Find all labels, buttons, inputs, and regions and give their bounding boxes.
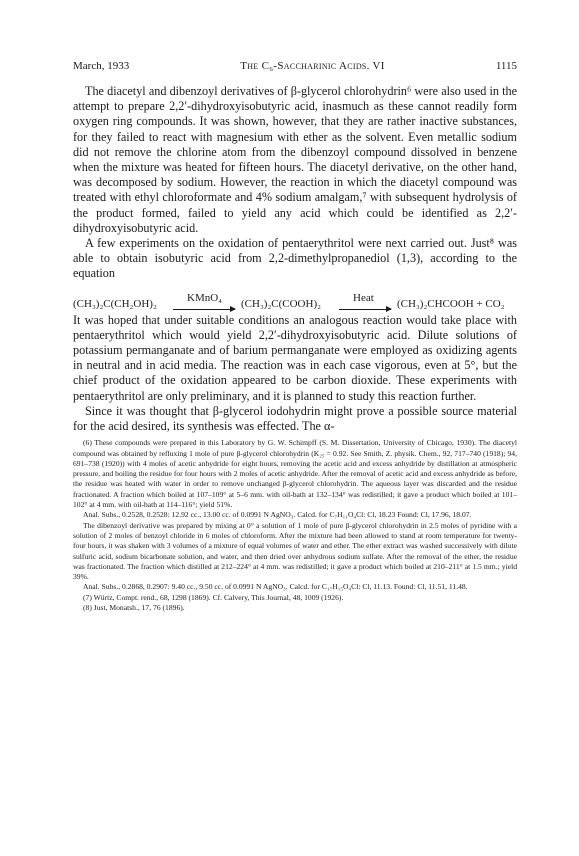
footnotes xyxy=(73,438,517,613)
footnote-7: (7) Würtz, Compt. rend., 68, 1298 (1869). Cf. Calvery, This Journal, 48, 1009 (1926). xyxy=(83,592,344,602)
oxidation-equation xyxy=(73,283,517,313)
footnote-8: (8) Just, Monatsh., 17, 76 (1896). xyxy=(83,603,185,613)
header-page-number: 1115 xyxy=(495,60,517,72)
paragraph-pentaerythritol: A few experiments on the oxidation of pentaerythritol were next carried out. Just⁸ was able to obtain isobutyric acid from 2,2-dimethylpropanediol (1,3), according to the equation xyxy=(73,236,517,281)
reaction-arrow-2 xyxy=(339,309,391,310)
journal-page xyxy=(73,60,517,613)
equation-reactant: (CH₃)₂C(CH₂OH)₂ xyxy=(73,298,157,311)
footnote-6-analysis-2: Anal. Subs., 0.2868, 0.2907: 9.40 cc., 9.50 cc. of 0.0991 N AgNO₃. Calcd. for C₁₇H₁₅O₄Cl: Cl, 11.13. Found: Cl, 11.51, 11.48. xyxy=(83,582,468,592)
footnote-6-analysis-1: Anal. Subs., 0.2528, 0.2528: 12.92 cc., 13.00 cc. of 0.0991 N AgNO₃. Calcd. for C₇H₁₁O₄Cl: Cl, 18.23 Found: Cl, 17.96, 18.07. xyxy=(83,510,472,520)
equation-intermediate: (CH₃)₂C(COOH)₂ xyxy=(241,298,321,311)
running-header xyxy=(73,60,517,76)
reaction-arrow-1 xyxy=(173,309,235,310)
equation-reagent-kmno4: KMnO₄ xyxy=(187,292,223,305)
header-date: March, 1933 xyxy=(73,60,130,72)
equation-reagent-heat: Heat xyxy=(353,292,374,305)
header-title: The C₆-Saccharinic Acids. VI xyxy=(240,60,385,72)
equation-product: (CH₃)₂CHCOOH + CO₂ xyxy=(397,298,505,311)
body-text xyxy=(73,84,517,434)
footnote-6-dibenzoyl: The dibenzoyl derivative was prepared by mixing at 0° a solution of 1 mole of pure β-glycerol chlorohydrin in 2.5 moles of pyridine with a solution of 2 moles of benzoyl chloride in 6 moles of chloroform. After the mixture had been allowed to stand at room temperature for twenty-four hours, it was shaken with 3 volumes of a mixture of equal volumes of water and ether. The ether extract was washed successively with dilute sulfuric acid, sodium bicarbonate solution, and water, and then dried over anhydrous sodium sulfate. After the removal of the ether, the residue was fractionated. The fraction which distilled at 212–224° at 4 mm. was redistilled; it gave a product which boiled at 210–211° at 1.5 mm.; yield 39%. xyxy=(73,520,517,582)
paragraph-analogous-reaction: It was hoped that under suitable conditions an analogous reaction would take place with pentaerythritol which would yield 2,2′-dihydroxyisobutyric acid. Dilute solutions of potassium permanganate and of barium permanganate were employed as oxidizing agents in neutral and in acid media. The reaction was in each case vigorous, even at 5°, but the chief product of the oxidation appeared to be carbon dioxide. These experiments with pentaerythritol are only preliminary, and it is planned to study this reaction further. xyxy=(73,312,517,403)
paragraph-diacetyl-dibenzoyl: The diacetyl and dibenzoyl derivatives of β-glycerol chlorohydrin⁶ were also used in the attempt to prepare 2,2′-dihydroxyisobutyric acid, inasmuch as these cannot readily form oxygen ring compounds. It was shown, however, that they are rather inactive substances, for they failed to react with magnesium with ether as the solvent. Even metallic sodium did not remove the chlorine atom from the dibenzoyl compound dissolved in benzene when the mixture was heated for fifteen hours. The diacetyl derivative, on the other hand, was decomposed by sodium. However, the reaction in which the diacetyl compound was treated with ethyl chloroformate and 4% sodium amalgam,⁷ with subsequent hydrolysis of the product formed, failed to yield any acid which could be identified as 2,2′-dihydroxyisobutyric acid. xyxy=(73,84,517,235)
footnote-6: (6) These compounds were prepared in this Laboratory by G. W. Schimpff (S. M. Dissertation, University of Chicago, 1930). The diacetyl compound was obtained by refluxing 1 mole of pure β-glycerol chlorohydrin (K₂₅ = 0.92. See Smith, Z. physik. Chem., 92, 717–740 (1918); 94, 691–738 (1920)) with 4 moles of acetic anhydride for eight hours, removing the acetic acid and excess anhydride by distillation at atmospheric pressure, and boiling the residue for four hours with 2 moles of acetic anhydride. After the removal of acetic acid and excess anhydride as before, the residue was heated with water in order to remove unchanged β-glycerol chlorohydrin. The aqueous layer was discarded and the residue fractionated. A fraction which boiled at 107–109° at 5–6 mm. with oil-bath at 132–134° was redistilled; it gave a product which boiled at 101–102° at 4 mm. with oil-bath at 114–116°; yield 51%. xyxy=(73,438,517,510)
paragraph-iodohydrin: Since it was thought that β-glycerol iodohydrin might prove a possible source material for the acid desired, its synthesis was effected. The α- xyxy=(73,403,517,434)
